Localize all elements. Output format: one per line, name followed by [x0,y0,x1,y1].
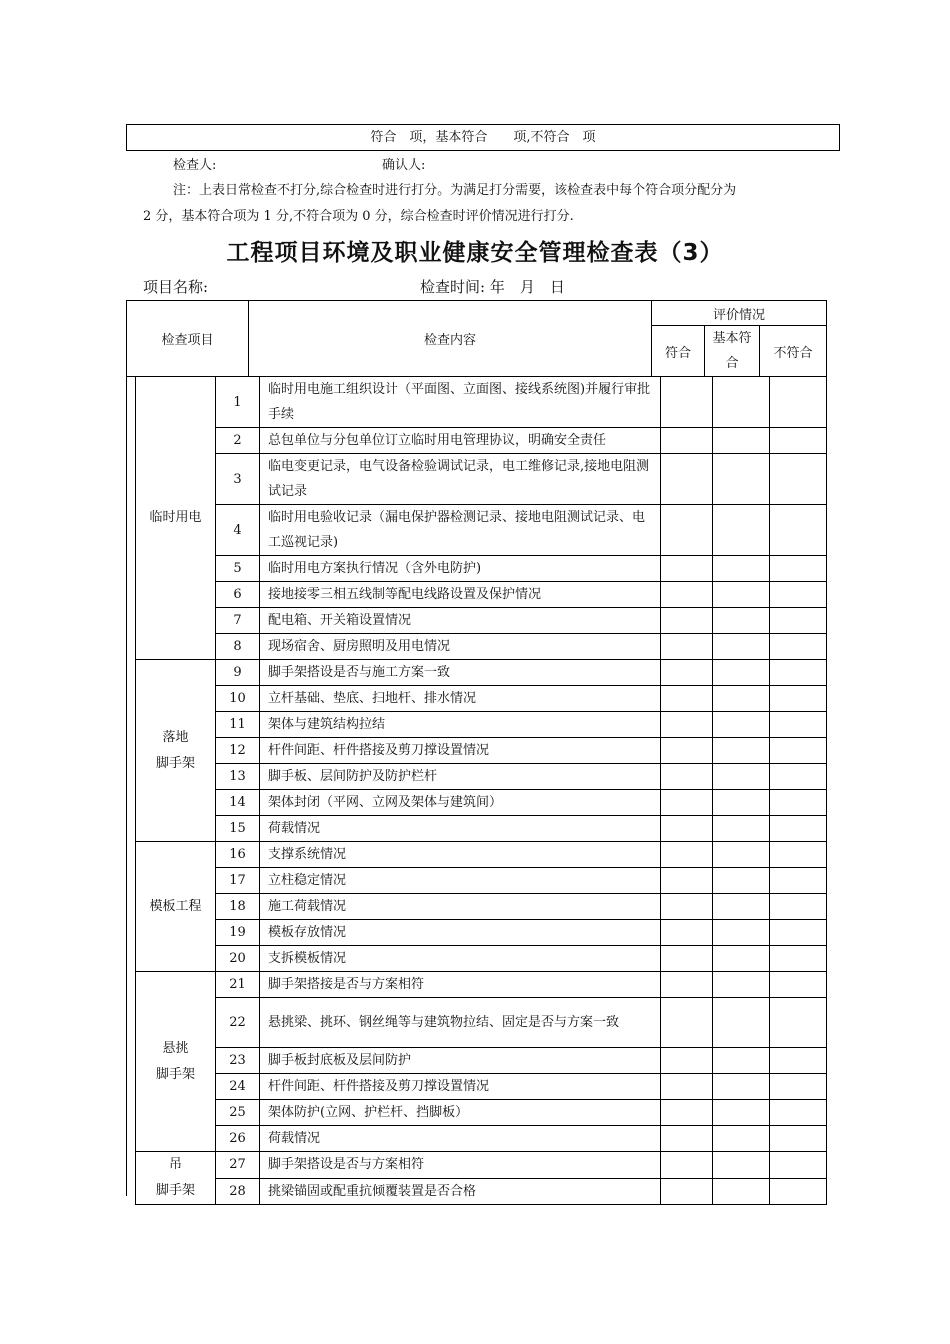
table-row [136,634,827,660]
row-number: 15 [216,816,260,842]
check-content: 架体封闭（平网、立网及架体与建筑间） [260,790,661,816]
pass-cell[interactable] [661,1100,713,1126]
fail-cell[interactable] [770,582,827,608]
pass-cell[interactable] [661,1048,713,1074]
check-content: 荷载情况 [260,816,661,842]
basic-pass-cell[interactable] [713,1152,770,1179]
basic-pass-cell[interactable] [713,1178,770,1205]
category-cell: 落地 脚手架 [136,660,216,842]
fail-cell[interactable] [770,1178,827,1205]
row-number: 11 [216,712,260,738]
table-row [136,454,827,505]
basic-pass-cell[interactable] [713,842,770,868]
row-number: 7 [216,608,260,634]
basic-pass-cell[interactable] [713,816,770,842]
row-number: 1 [216,377,260,428]
fail-cell[interactable] [770,790,827,816]
check-content: 接地接零三相五线制等配电线路设置及保护情况 [260,582,661,608]
fail-cell[interactable] [770,738,827,764]
row-number: 24 [216,1074,260,1100]
basic-pass-cell[interactable] [713,505,770,556]
pass-cell[interactable] [661,556,713,582]
table-row [136,972,827,998]
basic-pass-cell[interactable] [713,660,770,686]
table-row [136,816,827,842]
header-fail: 不符合 [760,326,827,377]
table-row [136,920,827,946]
table-row [136,868,827,894]
check-content: 临时用电方案执行情况（含外电防护) [260,556,661,582]
pass-cell[interactable] [661,946,713,972]
basic-pass-cell[interactable] [713,686,770,712]
basic-pass-cell[interactable] [713,556,770,582]
row-number: 17 [216,868,260,894]
table-row [136,998,827,1048]
table-row [136,660,827,686]
pass-cell[interactable] [661,842,713,868]
table-row [136,428,827,454]
fail-cell[interactable] [770,868,827,894]
check-content: 荷载情况 [260,1126,661,1152]
table-row [136,582,827,608]
header-evaluation: 评价情况 [652,301,827,326]
check-content: 现场宿舍、厨房照明及用电情况 [260,634,661,660]
check-content: 杆件间距、杆件搭接及剪刀撑设置情况 [260,1074,661,1100]
table-row [136,738,827,764]
basic-pass-cell[interactable] [713,1100,770,1126]
pass-cell[interactable] [661,428,713,454]
basic-pass-cell[interactable] [713,454,770,505]
table-row [136,1178,827,1205]
fail-cell[interactable] [770,842,827,868]
check-content: 支拆模板情况 [260,946,661,972]
pass-cell[interactable] [661,1152,713,1179]
pass-cell[interactable] [661,868,713,894]
pass-cell[interactable] [661,790,713,816]
table-row [136,894,827,920]
table-row [136,842,827,868]
table-row [136,686,827,712]
fail-cell[interactable] [770,377,827,428]
header-basic-pass: 基本符合 [705,326,760,377]
pass-cell[interactable] [661,1178,713,1205]
fail-cell[interactable] [770,660,827,686]
fail-cell[interactable] [770,894,827,920]
pass-cell[interactable] [661,920,713,946]
row-number: 12 [216,738,260,764]
confirmer-label: 确认人: [382,158,426,173]
basic-pass-cell[interactable] [713,972,770,998]
check-content: 临时用电施工组织设计（平面图、立面图、接线系统图)并履行审批手续 [260,377,661,428]
check-content: 立柱稳定情况 [260,868,661,894]
row-number: 28 [216,1178,260,1205]
row-number: 10 [216,686,260,712]
row-number: 23 [216,1048,260,1074]
fail-cell[interactable] [770,454,827,505]
basic-pass-cell[interactable] [713,377,770,428]
basic-pass-cell[interactable] [713,608,770,634]
table-row [136,764,827,790]
table-row [136,946,827,972]
row-number: 3 [216,454,260,505]
pass-cell[interactable] [661,660,713,686]
check-content: 支撑系统情况 [260,842,661,868]
basic-pass-cell[interactable] [713,634,770,660]
basic-pass-cell[interactable] [713,428,770,454]
basic-pass-cell[interactable] [713,998,770,1048]
fail-cell[interactable] [770,556,827,582]
table-row [136,608,827,634]
fail-cell[interactable] [770,764,827,790]
header-item: 检查项目 [127,301,249,377]
pass-cell[interactable] [661,686,713,712]
check-content: 脚手架搭设是否与施工方案一致 [260,660,661,686]
pass-cell[interactable] [661,454,713,505]
row-number: 14 [216,790,260,816]
header-pass: 符合 [652,326,705,377]
check-content: 脚手架搭设是否与方案相符 [260,1152,661,1179]
header-table [126,300,827,377]
fail-cell[interactable] [770,920,827,946]
basic-pass-cell[interactable] [713,1074,770,1100]
project-name-label: 项目名称: [143,278,209,296]
check-content: 配电箱、开关箱设置情况 [260,608,661,634]
table-row [136,1048,827,1074]
table-row [136,377,827,428]
row-number: 2 [216,428,260,454]
check-content: 立杆基础、垫底、扫地杆、排水情况 [260,686,661,712]
table-row [136,790,827,816]
check-content: 悬挑梁、挑环、钢丝绳等与建筑物拉结、固定是否与方案一致 [260,998,661,1048]
check-content: 杆件间距、杆件搭接及剪刀撑设置情况 [260,738,661,764]
pass-cell[interactable] [661,608,713,634]
row-number: 22 [216,998,260,1048]
checklist-table [135,376,827,1205]
pass-cell[interactable] [661,998,713,1048]
fail-cell[interactable] [770,998,827,1048]
note-line-1: 注：上表日常检查不打分,综合检查时进行打分。为满足打分需要，该检查表中每个符合项分配分为 [173,183,737,198]
fail-cell[interactable] [770,712,827,738]
basic-pass-cell[interactable] [713,582,770,608]
table-row [136,1100,827,1126]
row-number: 21 [216,972,260,998]
inspector-label: 检查人: [173,158,217,173]
pass-cell[interactable] [661,1126,713,1152]
summary-text: 符合 项，基本符合 项,不符合 项 [370,130,596,145]
row-number: 19 [216,920,260,946]
check-content: 脚手架搭接是否与方案相符 [260,972,661,998]
note-line-2: 2 分，基本符合项为 1 分,不符合项为 0 分，综合检查时评价情况进行打分. [143,209,574,224]
check-content: 架体与建筑结构拉结 [260,712,661,738]
check-content: 挑梁锚固或配重抗倾覆装置是否合格 [260,1178,661,1205]
fail-cell[interactable] [770,428,827,454]
row-number: 5 [216,556,260,582]
table-row [136,1074,827,1100]
row-number: 27 [216,1152,260,1179]
check-content: 临时用电验收记录（漏电保护器检测记录、接地电阻测试记录、电工巡视记录) [260,505,661,556]
check-content: 架体防护(立网、护栏杆、挡脚板） [260,1100,661,1126]
table-row [136,505,827,556]
pass-cell[interactable] [661,1074,713,1100]
table-row [136,556,827,582]
fail-cell[interactable] [770,816,827,842]
category-cell: 临时用电 [136,377,216,660]
basic-pass-cell[interactable] [713,738,770,764]
fail-cell[interactable] [770,608,827,634]
basic-pass-cell[interactable] [713,868,770,894]
check-content: 总包单位与分包单位订立临时用电管理协议，明确安全责任 [260,428,661,454]
fail-cell[interactable] [770,686,827,712]
check-content: 施工荷载情况 [260,894,661,920]
pass-cell[interactable] [661,894,713,920]
fail-cell[interactable] [770,1074,827,1100]
basic-pass-cell[interactable] [713,1126,770,1152]
page-title: 工程项目环境及职业健康安全管理检查表（3） [226,240,724,266]
pass-cell[interactable] [661,377,713,428]
row-number: 9 [216,660,260,686]
check-content: 脚手板、层间防护及防护栏杆 [260,764,661,790]
fail-cell[interactable] [770,972,827,998]
pass-cell[interactable] [661,764,713,790]
left-border-line [126,376,127,1196]
basic-pass-cell[interactable] [713,894,770,920]
row-number: 13 [216,764,260,790]
fail-cell[interactable] [770,505,827,556]
fail-cell[interactable] [770,1152,827,1179]
fail-cell[interactable] [770,1126,827,1152]
fail-cell[interactable] [770,634,827,660]
pass-cell[interactable] [661,972,713,998]
check-content: 模板存放情况 [260,920,661,946]
row-number: 8 [216,634,260,660]
pass-cell[interactable] [661,712,713,738]
pass-cell[interactable] [661,634,713,660]
category-cell: 模板工程 [136,842,216,972]
category-cell: 悬挑 脚手架 [136,972,216,1152]
summary-box [126,124,840,151]
basic-pass-cell[interactable] [713,920,770,946]
fail-cell[interactable] [770,946,827,972]
basic-pass-cell[interactable] [713,1048,770,1074]
row-number: 16 [216,842,260,868]
pass-cell[interactable] [661,816,713,842]
pass-cell[interactable] [661,505,713,556]
header-content: 检查内容 [249,301,652,377]
pass-cell[interactable] [661,582,713,608]
row-number: 25 [216,1100,260,1126]
basic-pass-cell[interactable] [713,790,770,816]
check-time-label: 检查时间: 年 月 日 [420,278,565,296]
check-content: 脚手板封底板及层间防护 [260,1048,661,1074]
row-number: 26 [216,1126,260,1152]
table-row [136,1152,827,1179]
basic-pass-cell[interactable] [713,946,770,972]
table-row [136,712,827,738]
row-number: 18 [216,894,260,920]
fail-cell[interactable] [770,1048,827,1074]
pass-cell[interactable] [661,738,713,764]
table-row [136,1126,827,1152]
check-content: 临电变更记录，电气设备检验调试记录，电工维修记录,接地电阻测试记录 [260,454,661,505]
row-number: 4 [216,505,260,556]
row-number: 6 [216,582,260,608]
category-cell: 吊 脚手架 [136,1152,216,1205]
row-number: 20 [216,946,260,972]
basic-pass-cell[interactable] [713,712,770,738]
fail-cell[interactable] [770,1100,827,1126]
basic-pass-cell[interactable] [713,764,770,790]
